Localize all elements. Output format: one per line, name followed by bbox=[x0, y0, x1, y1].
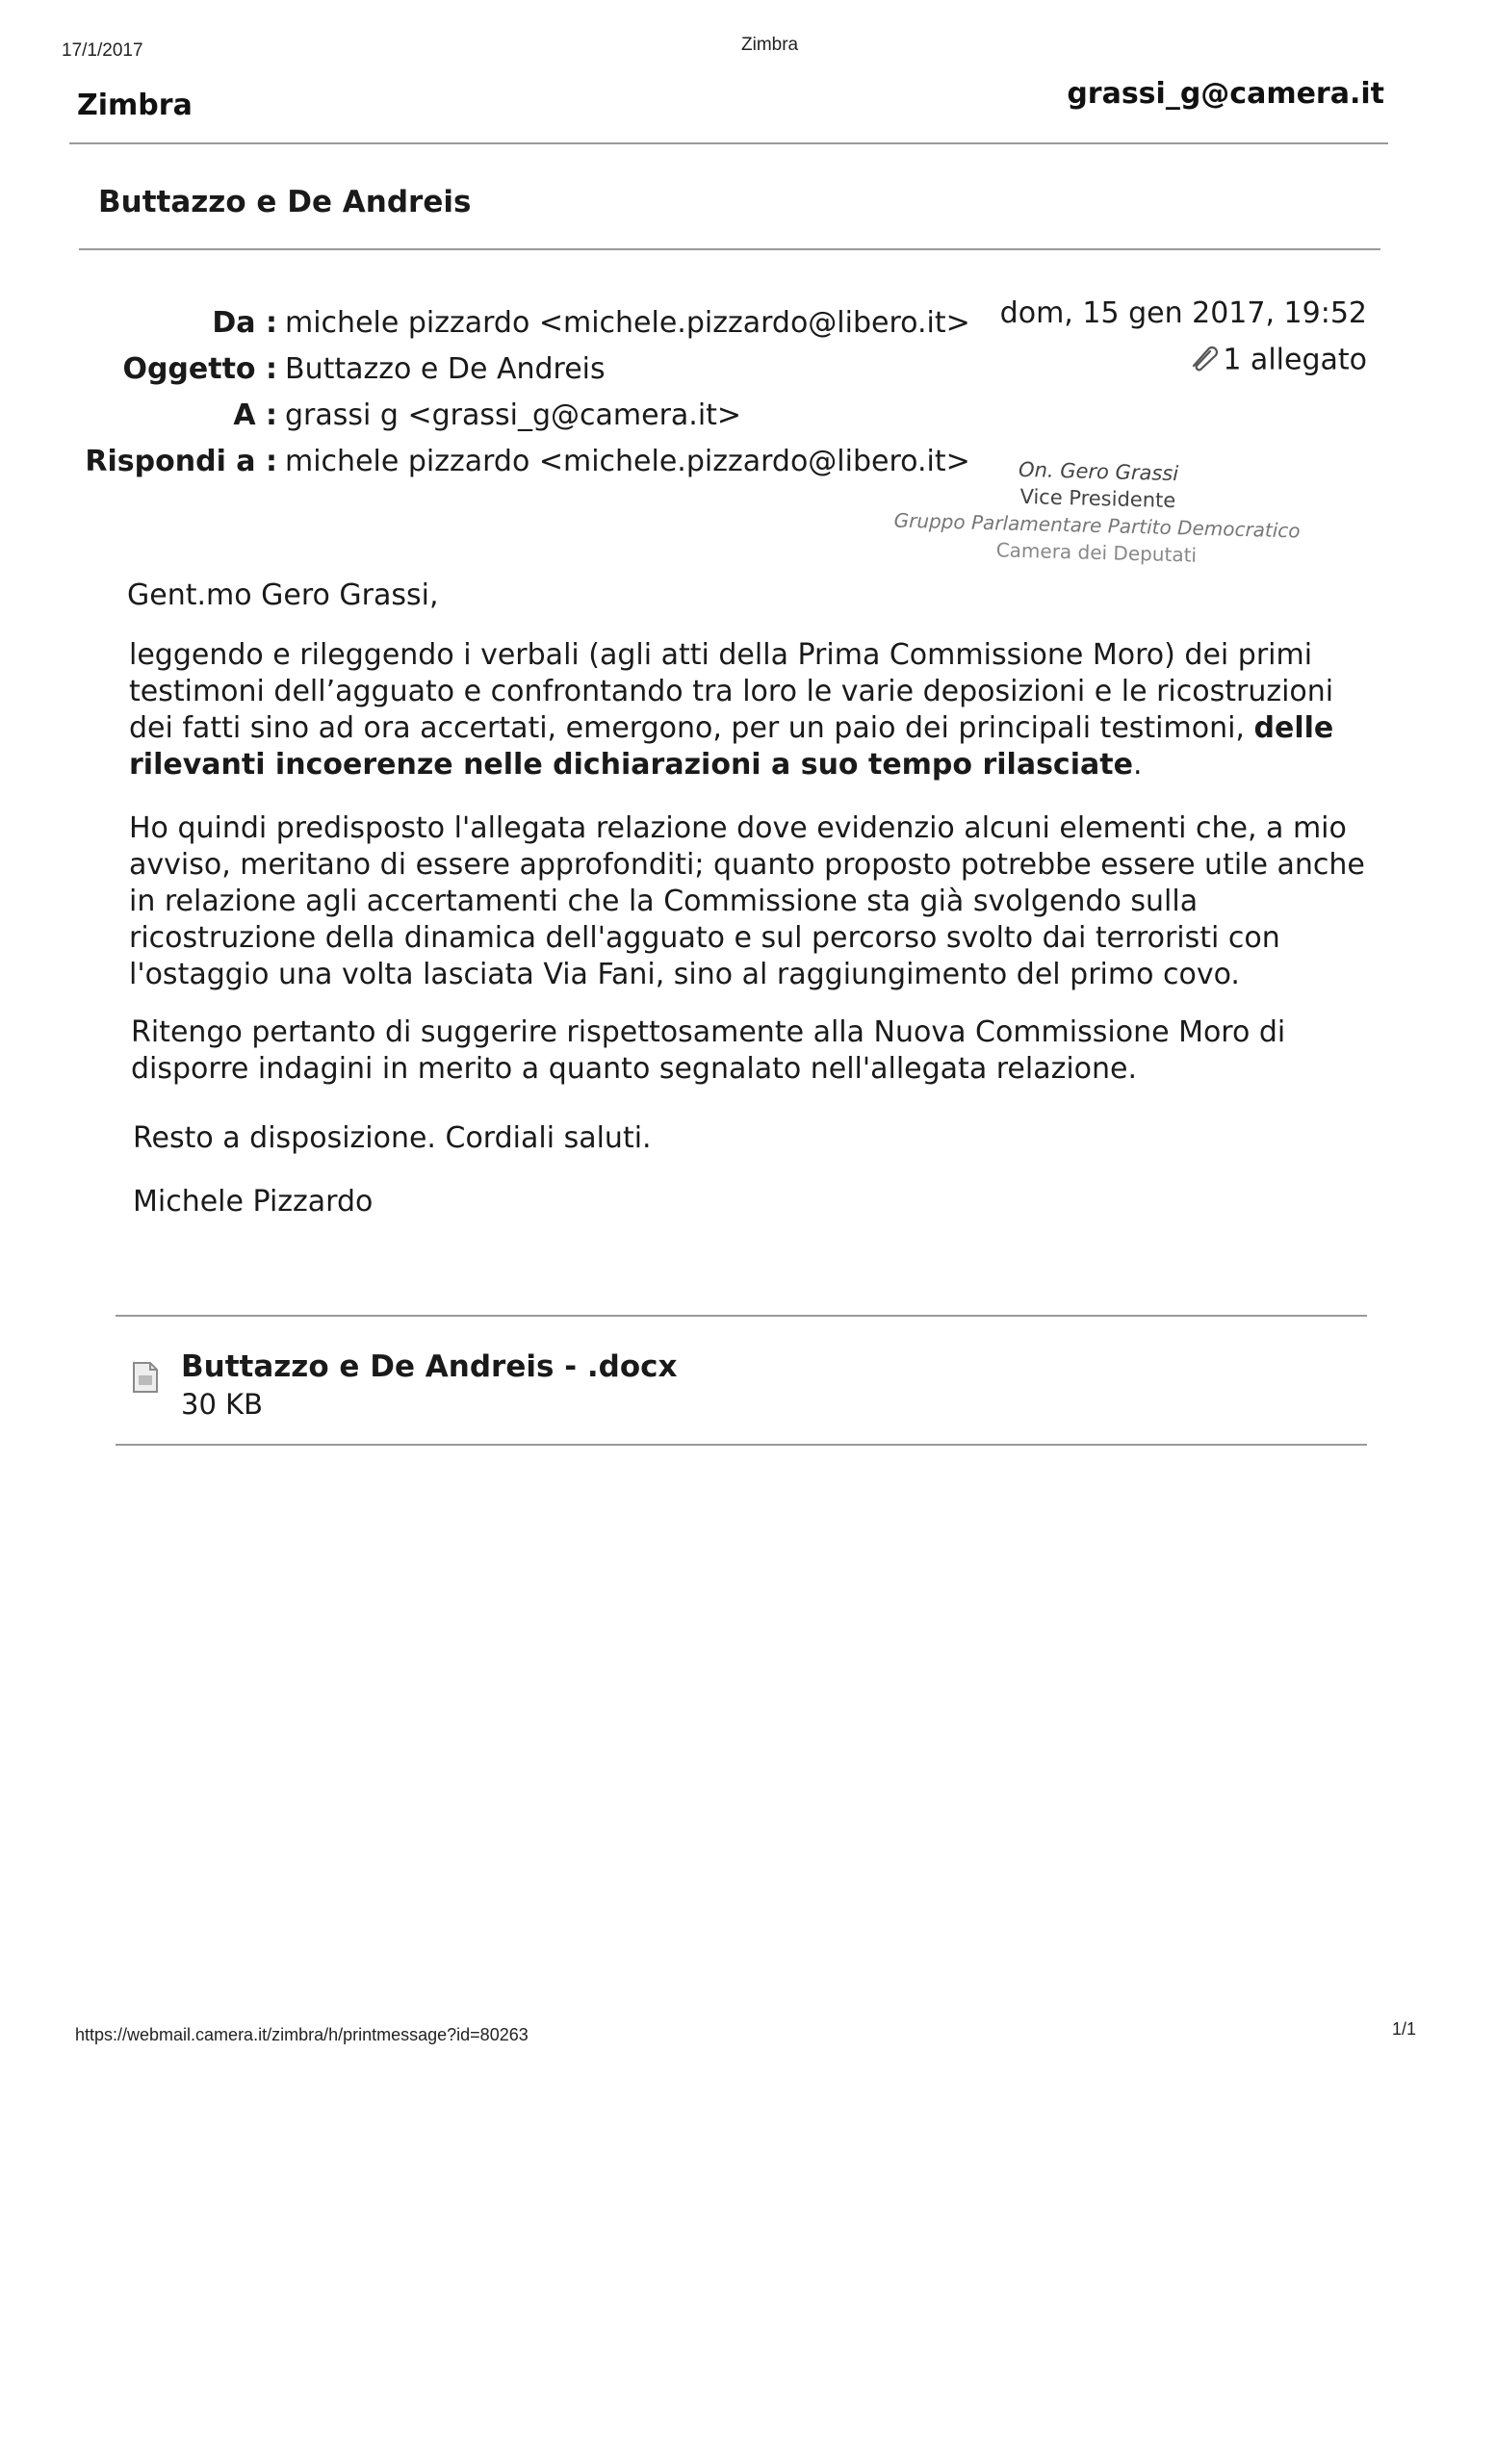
from-value[interactable]: michele pizzardo <michele.pizzardo@libero.it> bbox=[285, 306, 970, 340]
reply-to-value[interactable]: michele pizzardo <michele.pizzardo@libero.it> bbox=[285, 445, 970, 478]
conversation-subject: Buttazzo e De Andreis bbox=[98, 185, 472, 219]
reply-to-label: Rispondi a : bbox=[85, 445, 277, 478]
app-brand: Zimbra bbox=[77, 89, 193, 122]
divider bbox=[69, 142, 1388, 144]
stamp-group: Gruppo Parlamentare Partito Democratico bbox=[893, 508, 1301, 543]
from-label: Da : bbox=[212, 306, 277, 340]
print-url: https://webmail.camera.it/zimbra/h/printmessage?id=80263 bbox=[75, 2025, 529, 2044]
stamp-role: Vice Presidente bbox=[1019, 484, 1176, 513]
stamp-name: On. Gero Grassi bbox=[1018, 457, 1179, 486]
attachment-indicator[interactable] bbox=[1188, 343, 1367, 379]
print-date: 17/1/2017 bbox=[62, 40, 143, 61]
attachment-size: 30 KB bbox=[181, 1388, 264, 1421]
attachment-count: 1 allegato bbox=[1223, 343, 1367, 377]
divider bbox=[116, 1315, 1367, 1317]
attachment-name[interactable]: Buttazzo e De Andreis - .docx bbox=[181, 1349, 678, 1384]
body-paragraph-3: Ritengo pertanto di suggerire rispettosamente alla Nuova Commissione Moro di disporre indagini in merito a quanto segnalato nell'allegata relazione. bbox=[131, 1015, 1286, 1086]
divider bbox=[79, 248, 1380, 250]
message-date: dom, 15 gen 2017, 19:52 bbox=[999, 296, 1367, 330]
body-paragraph-1: leggendo e rileggendo i verbali (agli atti della Prima Commissione Moro) dei primi testimoni dell’agguato e confrontando tra loro le varie deposizioni e le ricostruzioni dei fatti sino ad ora accertati, emergono, per un paio dei principali testimoni, delle rilevanti incoerenze nelle dichiarazioni a suo tempo rilasciate. bbox=[129, 638, 1334, 782]
document-icon bbox=[131, 1361, 160, 1398]
account-email: grassi_g@camera.it bbox=[1067, 77, 1384, 111]
signature: Michele Pizzardo bbox=[133, 1185, 374, 1219]
to-value[interactable]: grassi g <grassi_g@camera.it> bbox=[285, 398, 742, 432]
subject-value: Buttazzo e De Andreis bbox=[285, 352, 606, 386]
paperclip-icon bbox=[1188, 343, 1221, 379]
body-paragraph-4: Resto a disposizione. Cordiali saluti. bbox=[133, 1121, 652, 1155]
greeting: Gent.mo Gero Grassi, bbox=[127, 578, 439, 612]
official-stamp bbox=[885, 454, 1311, 569]
body-paragraph-2: Ho quindi predisposto l'allegata relazione dove evidenzio alcuni elementi che, a mio avviso, meritano di essere approfonditi; quanto proposto potrebbe essere utile anche in relazione agli accertamenti che la Commissione sta già svolgendo sulla ricostruzione della dinamica dell'agguato e sul percorso svolto dai terroristi con l'ostaggio una volta lasciata Via Fani, sino al raggiungimento del primo covo. bbox=[129, 811, 1365, 991]
print-page-number: 1/1 bbox=[1392, 2019, 1417, 2039]
bold-emphasis: delle rilevanti incoerenze nelle dichiarazioni a suo tempo rilasciate bbox=[129, 711, 1334, 782]
divider bbox=[116, 1444, 1367, 1446]
print-title: Zimbra bbox=[741, 35, 799, 55]
to-label: A : bbox=[233, 398, 277, 432]
subject-label: Oggetto : bbox=[122, 352, 277, 386]
stamp-chamber: Camera dei Deputati bbox=[995, 538, 1198, 567]
